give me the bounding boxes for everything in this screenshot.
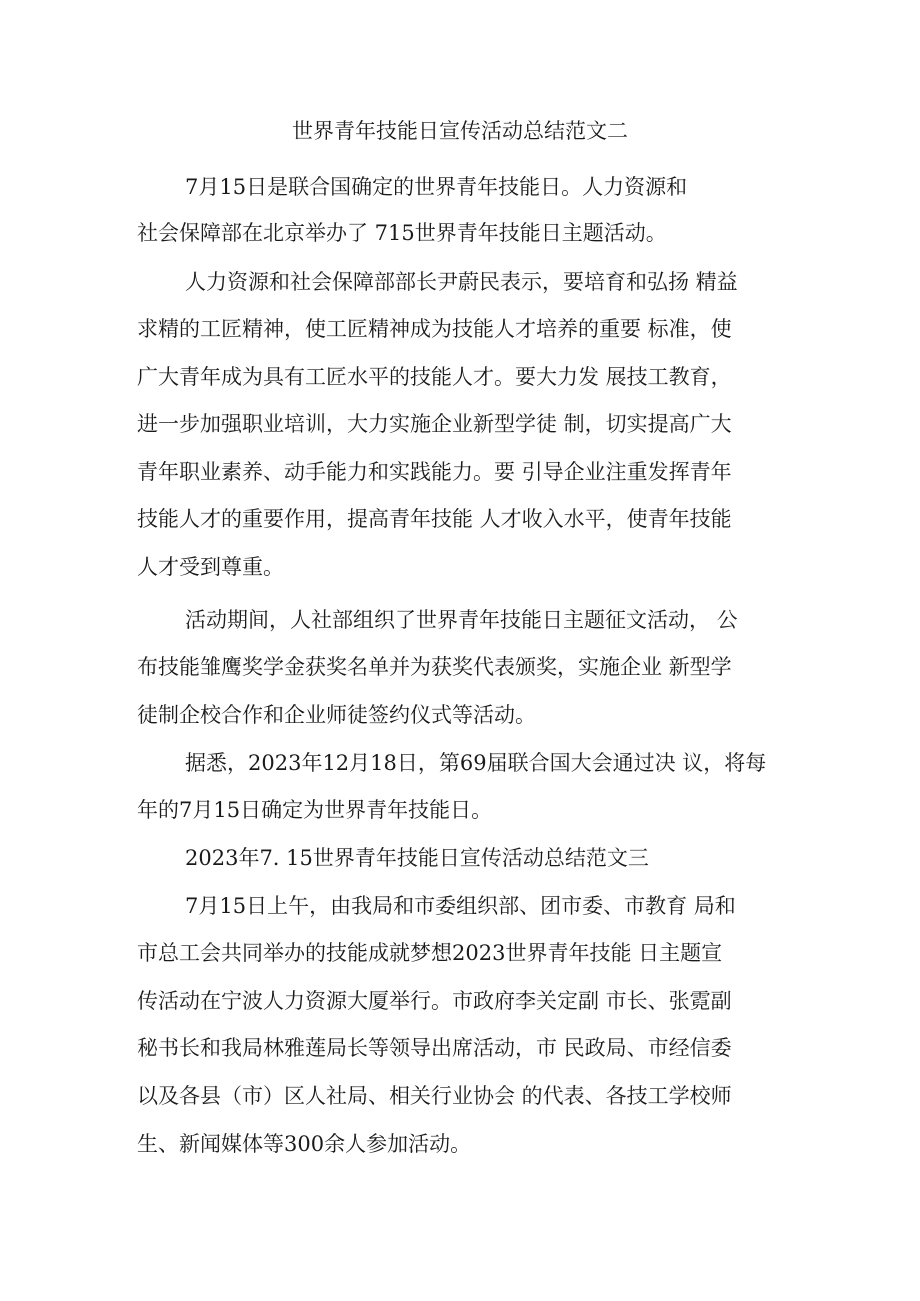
- paragraph-2-line-3: 广大青年成为具有工匠水平的技能人才。要大力发 展技工教育，: [137, 365, 732, 389]
- paragraph-6-line-4: 秘书长和我局林雅莲局长等领导出席活动，市 民政局、市经信委: [137, 1036, 732, 1060]
- paragraph-6-line-5: 以及各县（市）区人社局、相关行业协会 的代表、各技工学校师: [137, 1084, 732, 1108]
- paragraph-2-line-4: 进一步加强职业培训，大力实施企业新型学徒 制，切实提高广大: [137, 412, 732, 436]
- paragraph-2-line-6: 技能人才的重要作用，提高青年技能 人才收入水平，使青年技能: [137, 507, 732, 531]
- paragraph-2-line-2: 求精的工匠精神，使工匠精神成为技能人才培养的重要 标准，使: [137, 317, 732, 341]
- paragraph-2-line-7: 人才受到尊重。: [137, 555, 284, 579]
- paragraph-3-line-2: 布技能雏鹰奖学金获奖名单并为获奖代表颁奖，实施企业 新型学: [137, 655, 732, 679]
- paragraph-2-line-1: 人力资源和社会保障部部长尹蔚民表示，要培育和弘扬 精益: [185, 270, 738, 294]
- paragraph-1-line-1: 7月15日是联合国确定的世界青年技能日。人力资源和: [185, 175, 688, 199]
- paragraph-6-line-3: 传活动在宁波人力资源大厦举行。市政府李关定副 市长、张霓副: [137, 989, 732, 1013]
- paragraph-1-line-2: 社会保障部在北京举办了 715世界青年技能日主题活动。: [137, 221, 667, 245]
- paragraph-2-line-5: 青年职业素养、动手能力和实践能力。要 引导企业注重发挥青年: [137, 460, 732, 484]
- paragraph-3-line-3: 徒制企校合作和企业师徒签约仪式等活动。: [137, 703, 536, 727]
- paragraph-6-line-1: 7月15日上午，由我局和市委组织部、团市委、市教育 局和: [185, 894, 736, 918]
- paragraph-6-line-6: 生、新闻媒体等300余人参加活动。: [137, 1132, 472, 1156]
- section-heading: 2023年7. 15世界青年技能日宣传活动总结范文三: [185, 846, 649, 870]
- paragraph-6-line-2: 市总工会共同举办的技能成就梦想2023世界青年技能 日主题宣: [137, 941, 723, 965]
- paragraph-4-line-2: 年的7月15日确定为世界青年技能日。: [137, 798, 493, 822]
- paragraph-3-line-1: 活动期间，人社部组织了世界青年技能日主题征文活动， 公: [185, 608, 738, 632]
- document-title: 世界青年技能日宣传活动总结范文二: [292, 119, 628, 143]
- paragraph-4-line-1: 据悉，2023年12月18日，第69届联合国大会通过决 议，将每: [185, 751, 767, 775]
